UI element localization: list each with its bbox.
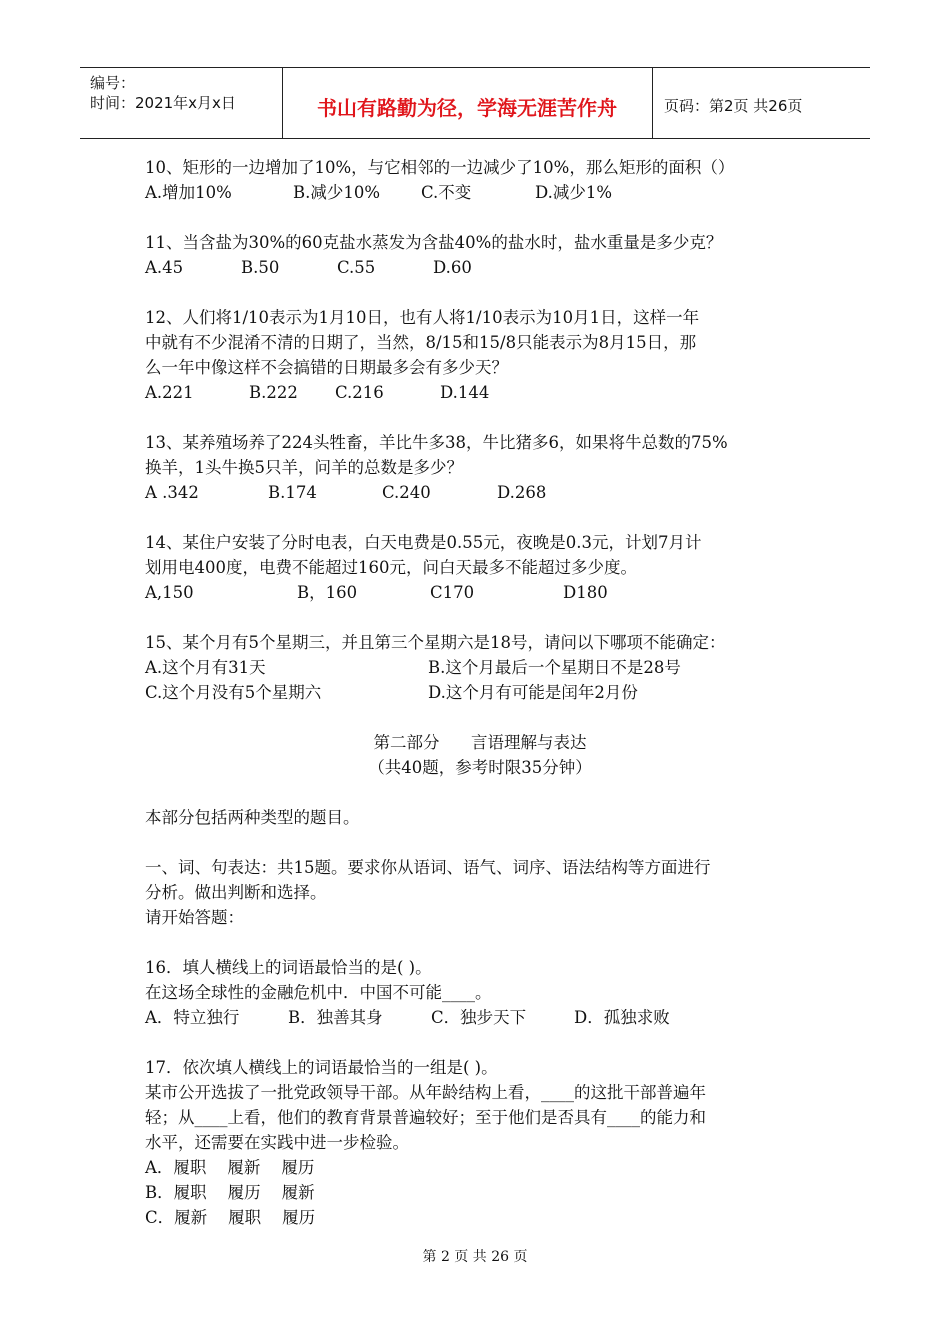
question-14 xyxy=(145,530,815,605)
option-b: B．履职 履历 履新 xyxy=(145,1183,315,1202)
question-options xyxy=(145,580,815,605)
option-a: A .342 xyxy=(145,483,199,502)
header-motto-cell xyxy=(282,68,653,138)
question-13 xyxy=(145,430,815,505)
part1-instructions xyxy=(145,855,815,930)
question-stem-line: 换羊，1头牛换5只羊，问羊的总数是多少？ xyxy=(145,458,463,477)
option-c: C．独步天下 xyxy=(431,1008,527,1027)
option-d: D.60 xyxy=(433,258,472,277)
question-options xyxy=(145,1005,815,1030)
instruction-line: 一、词、句表达：共15题。要求你从语词、语气、词序、语法结构等方面进行 xyxy=(145,858,711,877)
option-d: D．孤独求败 xyxy=(574,1008,670,1027)
option-c: C.216 xyxy=(335,383,384,402)
option-d: D.144 xyxy=(440,383,490,402)
question-stem-line: 17．依次填人横线上的词语最恰当的一组是( )。 xyxy=(145,1058,498,1077)
option-b: B，160 xyxy=(297,583,358,602)
instruction-line: 分析。做出判断和选择。 xyxy=(145,883,327,902)
question-16 xyxy=(145,955,815,1030)
option-c: C.不变 xyxy=(421,183,472,202)
document-body xyxy=(145,155,815,1255)
question-stem-line: 12、人们将1/10表示为1月10日，也有人将1/10表示为10月1日，这样一年 xyxy=(145,308,700,327)
question-stem-line: 13、某养殖场养了224头牲畜，羊比牛多38，牛比猪多6，如果将牛总数的75% xyxy=(145,433,728,452)
question-stem-line: 划用电400度，电费不能超过160元，问白天最多不能超过多少度。 xyxy=(145,558,637,577)
option-a: A.45 xyxy=(145,258,184,277)
option-c: C.这个月没有5个星期六 xyxy=(145,683,322,702)
motto: 书山有路勤为径，学海无涯苦作舟 xyxy=(317,96,617,120)
question-stem-line: 在这场全球性的金融危机中．中国不可能____。 xyxy=(145,983,492,1002)
question-stem-line: 轻；从____上看，他们的教育背景普遍较好；至于他们是否具有____的能力和 xyxy=(145,1108,706,1127)
question-12 xyxy=(145,305,815,405)
question-stem: 10、矩形的一边增加了10%，与它相邻的一边减少了10%，那么矩形的面积（） xyxy=(145,158,735,177)
option-a: A．特立独行 xyxy=(145,1008,240,1027)
option-b: B.222 xyxy=(249,383,298,402)
option-d: D180 xyxy=(563,583,608,602)
option-b: B.50 xyxy=(241,258,280,277)
question-stem-line: 中就有不少混淆不清的日期了，当然，8/15和15/8只能表示为8月15日，那 xyxy=(145,333,697,352)
header-left-cell xyxy=(80,68,283,138)
option-b: B．独善其身 xyxy=(288,1008,383,1027)
question-17 xyxy=(145,1055,815,1230)
option-d: D.268 xyxy=(497,483,547,502)
header-right-cell xyxy=(652,68,870,138)
option-a: A,150 xyxy=(145,583,194,602)
page-header xyxy=(80,67,870,139)
question-stem-line: 水平，还需要在实践中进一步检验。 xyxy=(145,1133,409,1152)
option-b: B.这个月最后一个星期日不是28号 xyxy=(428,658,681,677)
question-stem-line: 么一年中像这样不会搞错的日期最多会有多少天？ xyxy=(145,358,508,377)
option-d: D.这个月有可能是闰年2月份 xyxy=(428,683,638,702)
option-b: B.减少10% xyxy=(293,183,381,202)
serial-label: 编号： xyxy=(90,74,136,92)
option-b: B.174 xyxy=(268,483,317,502)
question-options xyxy=(145,380,815,405)
question-stem: 15、某个月有5个星期三，并且第三个星期六是18号，请问以下哪项不能确定： xyxy=(145,633,726,652)
option-a: A.221 xyxy=(145,383,194,402)
page-code: 页码：第2页 共26页 xyxy=(664,97,803,115)
question-options-row xyxy=(145,680,815,705)
option-a: A.这个月有31天 xyxy=(145,658,266,677)
page-footer: 第 2 页 共 26 页 xyxy=(422,1249,528,1265)
instruction-line: 请开始答题： xyxy=(145,908,244,927)
option-c: C.55 xyxy=(337,258,376,277)
date-line: 时间：2021年x月x日 xyxy=(90,94,236,112)
section-title: 第二部分 言语理解与表达 xyxy=(373,733,587,752)
question-stem-line: 14、某住户安装了分时电表，白天电费是0.55元，夜晚是0.3元，计划7月计 xyxy=(145,533,702,552)
section-intro: 本部分包括两种类型的题目。 xyxy=(145,808,360,827)
question-11 xyxy=(145,230,815,280)
option-a: A．履职 履新 履历 xyxy=(145,1158,315,1177)
option-d: D.减少1% xyxy=(535,183,613,202)
question-stem-line: 某市公开选拔了一批党政领导干部。从年龄结构上看，____的这批干部普遍年 xyxy=(145,1083,706,1102)
question-options-row xyxy=(145,655,815,680)
option-c: C.240 xyxy=(382,483,431,502)
question-10 xyxy=(145,155,815,205)
question-15 xyxy=(145,630,815,705)
option-a: A.增加10% xyxy=(145,183,232,202)
question-stem-line: 16．填人横线上的词语最恰当的是( )。 xyxy=(145,958,432,977)
question-options xyxy=(145,180,815,205)
option-c: C．履新 履职 履历 xyxy=(145,1208,316,1227)
question-options xyxy=(145,480,815,505)
question-stem: 11、当含盐为30%的60克盐水蒸发为含盐40%的盐水时，盐水重量是多少克？ xyxy=(145,233,723,252)
option-c: C170 xyxy=(430,583,475,602)
question-options xyxy=(145,255,815,280)
section-subtitle: （共40题，参考时限35分钟） xyxy=(368,758,592,777)
